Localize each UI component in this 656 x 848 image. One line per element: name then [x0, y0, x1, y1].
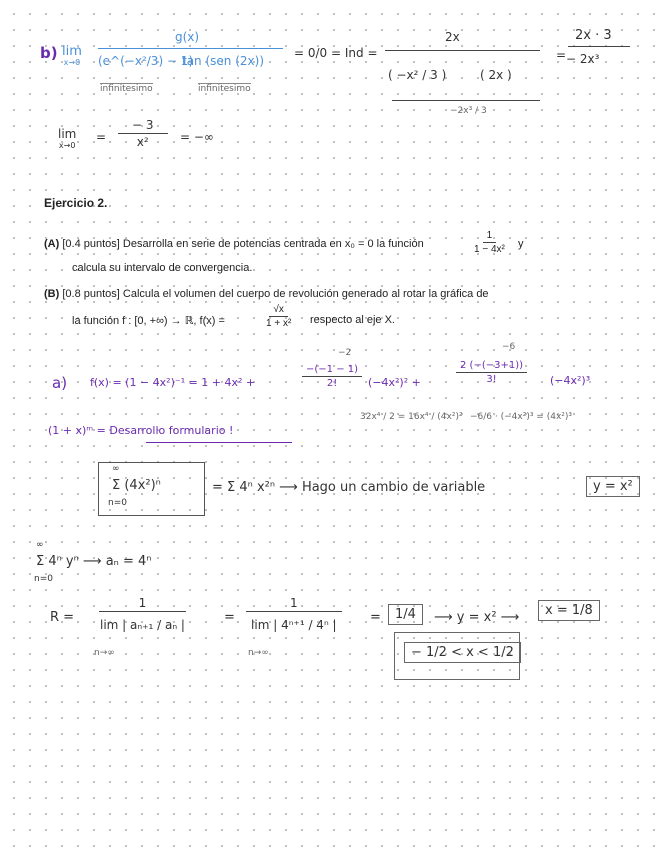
part-a-sum2-top: ∞ — [36, 540, 44, 550]
line2-limit-word: lim — [58, 127, 77, 141]
second-denominator-left: ( −x² / 3 ) — [388, 68, 447, 82]
part-a-sum-expression: Σ (4x²)ⁿ — [112, 478, 161, 493]
radius-fraction-2-subscript: n→∞ — [248, 648, 269, 658]
part-a-frac1-over: −2 — [338, 348, 352, 358]
item-b-line1 — [44, 288, 489, 300]
part-a-line2: (1 + x)ᵐ = Desarrollo formulario ! — [48, 424, 234, 437]
radius-equals-2: = — [370, 610, 381, 625]
line2-fraction — [118, 118, 168, 149]
item-b-fraction — [262, 304, 295, 329]
second-under-note: −2x³ / 3 — [450, 106, 487, 116]
part-a-sum-top: ∞ — [112, 464, 120, 474]
note-infinitesimo-right: infinitesimo — [198, 84, 251, 94]
part-b-label: b) — [40, 44, 58, 62]
part-a-sum-bottom: n=0 — [108, 498, 127, 508]
radius-fraction-1-subscript: n→∞ — [94, 648, 115, 658]
radius-fraction-2-denominator: lim | 4ⁿ⁺¹ / 4ⁿ | — [251, 618, 337, 632]
radius-result-box: 1/4 — [388, 604, 423, 625]
radius-substitution: ⟶ y = x² ⟶ — [434, 610, 520, 625]
limit-word: lim — [62, 44, 82, 59]
main-denominator-right: tan (sen (2x)) — [182, 54, 264, 68]
limit-subscript: x→0 — [63, 58, 81, 67]
line2-equals: = — [96, 130, 107, 144]
item-a-fraction — [470, 230, 509, 255]
main-denominator-left: (e^(−x²/3) − 1) — [98, 54, 194, 68]
limit-notation — [62, 46, 82, 68]
indeterminate-form: = 0/0 = Ind = — [294, 46, 378, 60]
radius-fraction-2 — [246, 596, 342, 632]
radius-fraction-1 — [96, 596, 189, 632]
radius-label: R = — [50, 610, 75, 625]
variable-change-box: y = x² — [586, 476, 640, 497]
part-a-coefficients: Σ 4ⁿ yⁿ ⟶ aₙ = 4ⁿ — [36, 554, 152, 569]
part-a-fraction-1-numerator: −(−1 − 1) — [302, 364, 362, 377]
line2-numerator: − 3 — [118, 118, 168, 134]
line2-limit — [58, 128, 76, 152]
part-a-sum-equation: = Σ 4ⁿ x²ⁿ ⟶ Hago un cambio de variable — [212, 480, 486, 495]
radius-equals-1: = — [224, 610, 235, 625]
part-a-fraction-2-denominator: 3! — [486, 374, 497, 385]
line2-result: = −∞ — [180, 130, 214, 144]
part-a-sum2-bottom: n=0 — [34, 574, 53, 584]
item-b-label: (B) — [44, 288, 60, 300]
second-fraction-bar — [385, 50, 540, 51]
main-fraction-bar — [98, 48, 283, 49]
second-underline — [392, 100, 540, 101]
third-fraction-denominator: − 2x³ — [566, 52, 600, 66]
part-a-under-note-2: −6/6 · (−4x²)³ = (4x²)³ — [470, 412, 572, 422]
equals-sign: = — [556, 48, 567, 62]
part-a-frac2-over: −6 — [502, 342, 516, 352]
line2-limit-subscript: x→0 — [58, 141, 76, 150]
third-fraction-numerator: 2x · 3 — [575, 28, 612, 43]
part-a-fraction-2-numerator: 2 (−(−3+1)) — [456, 360, 527, 373]
item-b-line2-pre: la función f : [0, +∞) → ℝ, f(x) = — [72, 315, 225, 327]
part-a-label: a) — [52, 374, 68, 392]
final-interval-box: − 1/2 < x < 1/2 — [404, 642, 521, 663]
radius-fraction-1-denominator: lim | aₙ₊₁ / aₙ | — [100, 618, 185, 632]
line2-denominator: x² — [136, 135, 149, 149]
x-value-box: x = 1/8 — [538, 600, 600, 621]
second-fraction-numerator: 2x — [445, 30, 460, 44]
item-a-fraction-denominator: 1 − 4x² — [474, 244, 505, 255]
item-b-fraction-denominator: 1 + x² — [266, 318, 292, 329]
item-a-fraction-numerator: 1 — [483, 230, 497, 243]
note-infinitesimo-left: infinitesimo — [100, 84, 153, 94]
part-a-line1-pre: f(x) = (1 − 4x²)⁻¹ = 1 + 4x² + — [90, 376, 256, 389]
item-a-line2: calcula su intervalo de convergencia. — [72, 262, 253, 274]
item-a-text: [0.4 puntos] Desarrolla en serie de potencias centrada en x₀ = 0 la función — [62, 238, 424, 250]
part-a-line1-mid: (−4x²)² + — [368, 376, 421, 389]
item-a-label: (A) — [44, 238, 60, 250]
part-a-fraction-1 — [302, 364, 362, 389]
radius-fraction-2-numerator: 1 — [246, 596, 342, 612]
part-a-sum-right-bracket — [196, 462, 205, 516]
main-fraction-numerator: g(x) — [175, 30, 200, 44]
part-a-line1-tail: (−4x²)³ — [550, 374, 591, 387]
item-b-fraction-numerator: √x — [269, 304, 288, 317]
item-a-tail: y — [518, 238, 524, 250]
item-a-line1 — [44, 238, 424, 250]
item-b-line2-post: respecto al eje X. — [310, 314, 395, 326]
second-denominator-right: ( 2x ) — [480, 68, 512, 82]
part-a-fraction-2 — [456, 360, 527, 385]
third-fraction-bar — [568, 46, 630, 47]
part-a-under-note-1: 32x⁴ / 2 = 16x⁴ / (4x²)² — [360, 412, 463, 422]
radius-fraction-1-numerator: 1 — [99, 596, 187, 612]
part-a-fraction-1-denominator: 2! — [326, 378, 338, 389]
item-b-text: [0.8 puntos] Calcula el volumen del cuerpo de revolución generado al rotar la gráfica de — [62, 288, 489, 300]
exercise-title: Ejercicio 2. — [44, 196, 108, 210]
part-a-line2-underline — [146, 442, 292, 443]
